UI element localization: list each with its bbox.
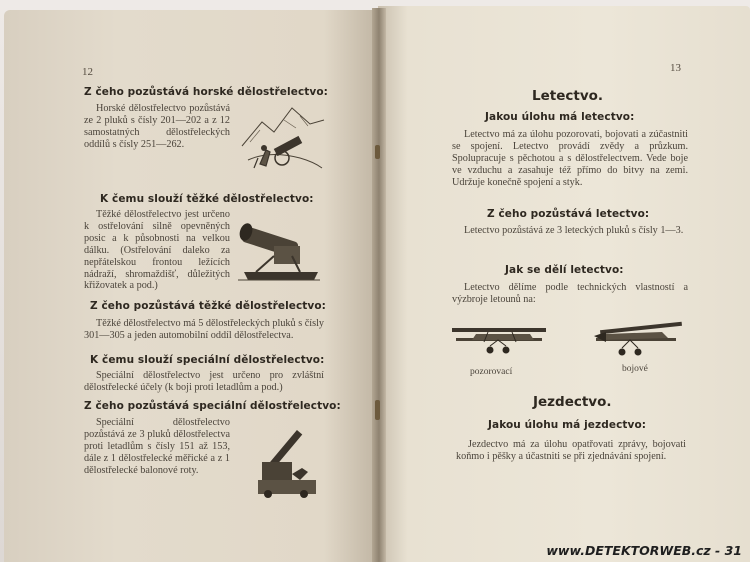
section-body: Letectvo pozůstává ze 3 leteckých pluků s čísly 1—3. — [464, 225, 684, 236]
section-body: Jezdectvo má za úlohu opatřovati zprávy, bojovati koňmo i pěšky a účastniti se při zjednávání spojení. — [456, 439, 686, 462]
binding-stitch — [375, 145, 380, 159]
section-body: Letectvo dělíme podle technických vlastností a výzbroje letounů na: — [452, 282, 688, 305]
section-body: Letectvo má za úlohu pozorovati, bojovati a zúčastniti se spojení. Letectvo provádí zvědy a průzkum. Spolupracuje s pěchotou a s dělostřelectvem. Vede boje ve vzduchu a zasahuje též přímo do bitvy na zemi. Udržuje konečně spojení a styk. — [452, 129, 688, 188]
plane-caption: bojové — [622, 364, 648, 374]
section-heading: Z čeho pozůstává speciální dělostřelectvo: — [84, 400, 341, 412]
mountain-gun-icon — [240, 102, 325, 180]
section-heading: Jakou úlohu má letectvo: — [485, 111, 635, 123]
section-title: Letectvo. — [532, 88, 604, 104]
plane-caption: pozorovací — [470, 367, 513, 377]
section-heading: K čemu slouží těžké dělostřelectvo: — [100, 193, 314, 205]
observation-plane-icon — [450, 318, 548, 358]
section-title: Jezdectvo. — [533, 394, 612, 410]
section-heading: K čemu slouží speciální dělostřelectvo: — [90, 354, 325, 366]
heavy-gun-icon — [234, 220, 322, 284]
section-heading: Z čeho pozůstává těžké dělostřelectvo: — [90, 300, 326, 312]
section-body: Horské dělostřelectvo pozůstává ze 2 pluků s čísly 201—202 a z 12 samostatných dělostřeleckých oddílů s čísly 251—262. — [84, 103, 230, 150]
watermark: www.DETEKTORWEB.cz - 31 — [546, 543, 742, 558]
anti-aircraft-gun-icon — [248, 418, 328, 500]
section-heading: Jakou úlohu má jezdectvo: — [488, 419, 647, 431]
section-heading: Z čeho pozůstává horské dělostřelectvo: — [84, 86, 328, 98]
section-body: Speciální dělostřelectvo pozůstává ze 3 pluků dělostřelectva proti letadlům s čísly 151 až 153, dále z 1 dělostřelecké měřické a z 1 dělostřelecké balonové roty. — [84, 417, 230, 476]
binding-stitch — [375, 400, 380, 420]
section-heading: Z čeho pozůstává letectvo: — [487, 208, 650, 220]
book-gutter — [372, 8, 386, 562]
section-heading: Jak se dělí letectvo: — [505, 264, 624, 276]
page-number: 13 — [670, 62, 681, 74]
section-body: Speciální dělostřelectvo jest určeno pro zvláštní dělostřelecké účely (k boji proti letadlům a pod.) — [84, 370, 324, 393]
section-body: Těžké dělostřelectvo jest určeno k ostřelování silně opevněných posic a k působnosti na velkou dálku. (Ostřelování daleko za nepřátelskou frontou ležících nádraží, shromaždišť, důležitých křižovatek a pod.) — [84, 209, 230, 292]
fighter-plane-icon — [592, 320, 684, 362]
page-number: 12 — [82, 66, 93, 78]
section-body: Těžké dělostřelectvo má 5 dělostřeleckých pluků s čísly 301—305 a jeden automobilní oddíl dělostřelectva. — [84, 318, 324, 341]
